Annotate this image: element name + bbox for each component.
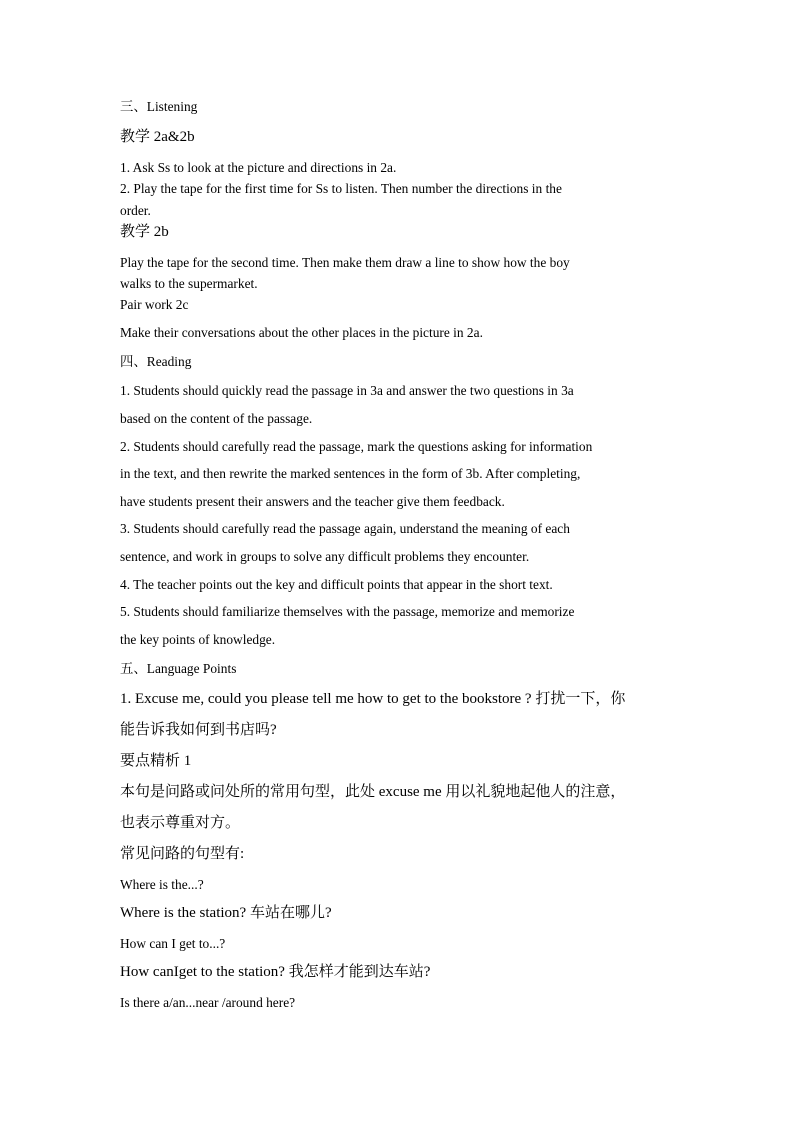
text-line: Make their conversations about the other places in the picture in 2a. <box>120 325 483 340</box>
text-line: sentence, and work in groups to solve any difficult problems they encounter. <box>120 549 530 564</box>
text-line: order. <box>120 203 151 218</box>
example-sentence: How canIget to the station? 我怎样才能到达车站? <box>120 964 431 980</box>
text-line: 3. Students should carefully read the passage again, understand the meaning of each <box>120 521 570 536</box>
text-line: 1. Students should quickly read the passage in 3a and answer the two questions in 3a <box>120 383 574 398</box>
example-sentence: Where is the station? 车站在哪儿? <box>120 905 332 921</box>
subheading-2a-2b: 教学 2a&2b <box>120 129 195 145</box>
subheading-pair-work: Pair work 2c <box>120 297 189 312</box>
text-line: Play the tape for the second time. Then make them draw a line to show how the boy <box>120 255 570 270</box>
subheading-2b: 教学 2b <box>120 224 169 240</box>
text-line: 常见问路的句型有: <box>120 846 245 862</box>
text-line: 也表示尊重对方。 <box>120 815 241 831</box>
text-line: 1. Ask Ss to look at the picture and directions in 2a. <box>120 160 397 175</box>
example-sentence: Where is the...? <box>120 877 204 892</box>
text-line: 2. Students should carefully read the passage, mark the questions asking for information <box>120 439 593 454</box>
example-sentence: How can I get to...? <box>120 936 226 951</box>
text-line: the key points of knowledge. <box>120 632 276 647</box>
text-line: have students present their answers and the teacher give them feedback. <box>120 494 505 509</box>
text-line: 4. The teacher points out the key and difficult points that appear in the short text. <box>120 577 553 592</box>
text-line: 能告诉我如何到书店吗? <box>120 722 277 738</box>
section-heading-listening: 三、Listening <box>120 99 198 114</box>
text-line: walks to the supermarket. <box>120 276 258 291</box>
example-sentence: Is there a/an...near /around here? <box>120 995 296 1010</box>
text-line: 5. Students should familiarize themselves with the passage, memorize and memorize <box>120 604 575 619</box>
text-line: 1. Excuse me, could you please tell me how to get to the bookstore ? 打扰一下，你 <box>120 691 626 707</box>
section-heading-language-points: 五、Language Points <box>120 661 237 676</box>
text-line: based on the content of the passage. <box>120 411 313 426</box>
subheading-key-points: 要点精析 1 <box>120 753 192 769</box>
text-line: 本句是问路或问处所的常用句型，此处 excuse me 用以礼貌地起他人的注意， <box>120 784 626 800</box>
text-line: in the text, and then rewrite the marked sentences in the form of 3b. After completing, <box>120 466 581 481</box>
section-heading-reading: 四、Reading <box>120 354 192 369</box>
text-line: 2. Play the tape for the first time for Ss to listen. Then number the directions in the <box>120 181 562 196</box>
